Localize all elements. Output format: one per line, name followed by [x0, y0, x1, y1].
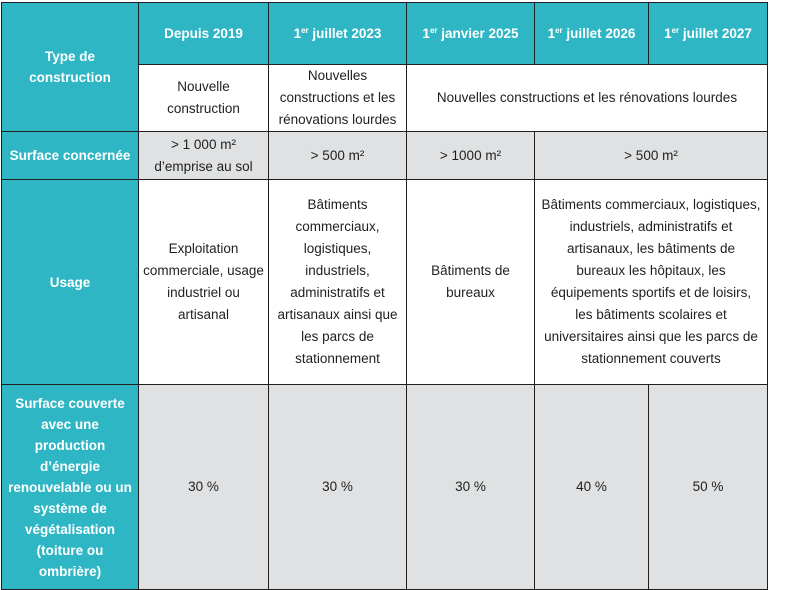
date-header-2026: 1er juillet 2026	[535, 3, 649, 65]
couverte-cell-2023: 30 %	[269, 385, 407, 590]
couverte-cell-2026: 40 %	[535, 385, 649, 590]
surface-row	[2, 132, 768, 180]
couverte-cell-2027: 50 %	[649, 385, 768, 590]
row-header-usage: Usage	[2, 180, 139, 385]
surface-cell-2023: > 500 m²	[269, 132, 407, 180]
surface-cell-2025: > 1000 m²	[407, 132, 535, 180]
row-header-type: Type de construction	[2, 3, 139, 132]
row-header-surface: Surface concernée	[2, 132, 139, 180]
type-cell-2025-2027: Nouvelles constructions et les rénovations lourdes	[407, 65, 768, 132]
date-header-2019: Depuis 2019	[139, 3, 269, 65]
regulation-table	[1, 2, 768, 590]
date-header-2025: 1er janvier 2025	[407, 3, 535, 65]
usage-cell-2023: Bâtiments commerciaux, logistiques, industriels, administratifs et artisanaux ainsi que les parcs de stationnement	[269, 180, 407, 385]
date-header-2027: 1er juillet 2027	[649, 3, 768, 65]
type-cell-2023: Nouvelles constructions et les rénovations lourdes	[269, 65, 407, 132]
usage-cell-2025: Bâtiments de bureaux	[407, 180, 535, 385]
date-header-2023: 1er juillet 2023	[269, 3, 407, 65]
type-cell-2019: Nouvelle construction	[139, 65, 269, 132]
surface-cell-2019: > 1 000 m² d’emprise au sol	[139, 132, 269, 180]
couverte-cell-2025: 30 %	[407, 385, 535, 590]
usage-cell-2019: Exploitation commerciale, usage industriel ou artisanal	[139, 180, 269, 385]
usage-row	[2, 180, 768, 385]
surface-cell-2026-2027: > 500 m²	[535, 132, 768, 180]
header-row	[2, 3, 768, 65]
couverte-cell-2019: 30 %	[139, 385, 269, 590]
row-header-couverte: Surface couverte avec une production d’énergie renouvelable ou un système de végétalisation (toiture ou ombrière)	[2, 385, 139, 590]
usage-cell-2026-2027: Bâtiments commerciaux, logistiques, industriels, administratifs et artisanaux, les bâtiments de bureaux les hôpitaux, les équipements sportifs et de loisirs, les bâtiments scolaires et universitaires ainsi que les parcs de stationnement couverts	[535, 180, 768, 385]
couverte-row	[2, 385, 768, 590]
